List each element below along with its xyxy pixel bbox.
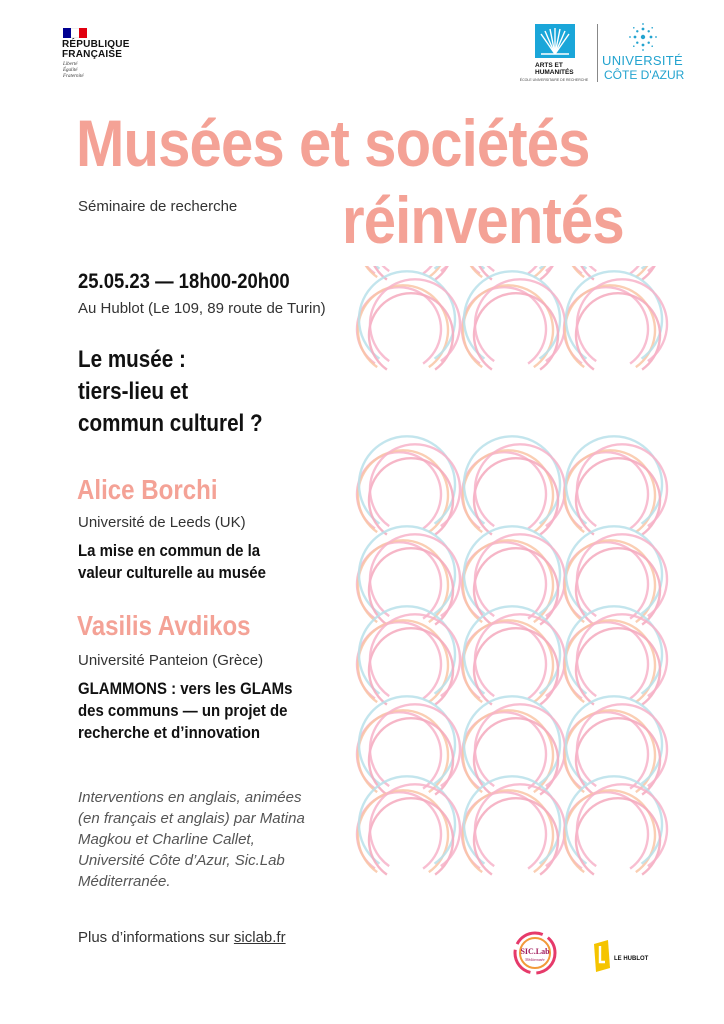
poster-subtitle: Séminaire de recherche <box>78 198 238 215</box>
topic-line1: Le musée : <box>78 346 186 373</box>
arts-humanites-sub: ÉCOLE UNIVERSITAIRE DE RECHERCHE <box>519 78 589 82</box>
arts-humanites-label <box>525 62 595 76</box>
decorative-arc <box>565 710 655 792</box>
uca-line1: UNIVERSITÉ <box>602 53 684 68</box>
speaker-talk-title <box>78 678 377 744</box>
republique-francaise-logo <box>62 40 130 60</box>
uca-star-icon <box>628 22 658 52</box>
note-line: Méditerranée. <box>78 873 171 890</box>
decorative-arc <box>463 710 553 792</box>
decorative-circle-pattern <box>352 266 674 926</box>
decorative-arc <box>565 620 655 702</box>
poster-title-line1: Musées et sociétés <box>76 106 590 180</box>
decorative-arc <box>463 285 553 367</box>
arts-humanites-logo-icon <box>535 24 575 58</box>
note-line: Université Côte d’Azur, Sic.Lab <box>78 852 285 869</box>
decorative-arc <box>358 620 448 702</box>
siclab-logo-subtext: Méditerranée <box>525 958 545 962</box>
talk-line: GLAMMONS : vers les GLAMs <box>78 679 293 698</box>
speaker-talk-title <box>78 540 377 584</box>
speaker-name: Alice Borchi <box>77 474 218 505</box>
talk-line: valeur culturelle au musée <box>78 563 266 582</box>
decorative-arc <box>463 790 553 872</box>
republique-motto <box>63 62 84 80</box>
decorative-arc <box>565 285 655 367</box>
speaker-affiliation: Université de Leeds (UK) <box>78 514 246 531</box>
decorative-arc <box>358 710 448 792</box>
siclab-logo <box>512 930 558 976</box>
note-line: Magkou et Charline Callet, <box>78 831 255 848</box>
event-place: Au Hublot (Le 109, 89 route de Turin) <box>78 300 326 317</box>
le-hublot-logo <box>592 940 662 972</box>
arts-line2: HUMANITÉS <box>535 69 574 76</box>
republique-francaise-flag <box>63 28 87 38</box>
decorative-arc <box>358 450 448 532</box>
motto-fraternite: Fraternité <box>63 74 84 79</box>
decorative-arc <box>358 285 448 367</box>
uca-line2: CÔTE D'AZUR <box>604 68 685 82</box>
speaker-name: Vasilis Avdikos <box>77 610 251 641</box>
more-info <box>78 929 286 946</box>
republique-line2: FRANÇAISE <box>62 49 123 60</box>
decorative-arc <box>565 450 655 532</box>
poster-title-line2: réinventés <box>342 183 624 257</box>
event-date: 25.05.23 — 18h00-20h00 <box>78 270 290 293</box>
talk-line: recherche et d’innovation <box>78 723 261 742</box>
motto-liberte: Liberté <box>63 62 78 67</box>
republique-line1: RÉPUBLIQUE <box>62 39 130 50</box>
speaker-affiliation: Université Panteion (Grèce) <box>78 652 264 669</box>
more-info-prefix: Plus d’informations sur <box>78 929 234 946</box>
decorative-arc <box>565 540 655 622</box>
logo-divider <box>597 24 598 82</box>
decorative-arc <box>463 450 553 532</box>
seminar-topic <box>78 344 353 440</box>
topic-line2: tiers-lieu et <box>78 378 189 405</box>
topic-line3: commun culturel ? <box>78 410 263 437</box>
interventions-note <box>78 787 368 892</box>
talk-line: des communs — un projet de <box>78 701 288 720</box>
decorative-arc <box>358 540 448 622</box>
note-line: Interventions en anglais, animées <box>78 789 302 806</box>
motto-egalite: Égalité <box>63 68 78 73</box>
decorative-arc <box>565 790 655 872</box>
talk-line: La mise en commun de la <box>78 541 261 560</box>
note-line: (en français et anglais) par Matina <box>78 810 305 827</box>
decorative-arc <box>463 620 553 702</box>
arts-line1: ARTS ET <box>535 62 563 69</box>
siclab-logo-text: SIC.Lab <box>520 947 550 956</box>
decorative-arc <box>358 790 448 872</box>
siclab-link[interactable]: siclab.fr <box>233 929 286 946</box>
decorative-arc <box>463 540 553 622</box>
le-hublot-logo-text: LE HUBLOT <box>614 956 649 962</box>
